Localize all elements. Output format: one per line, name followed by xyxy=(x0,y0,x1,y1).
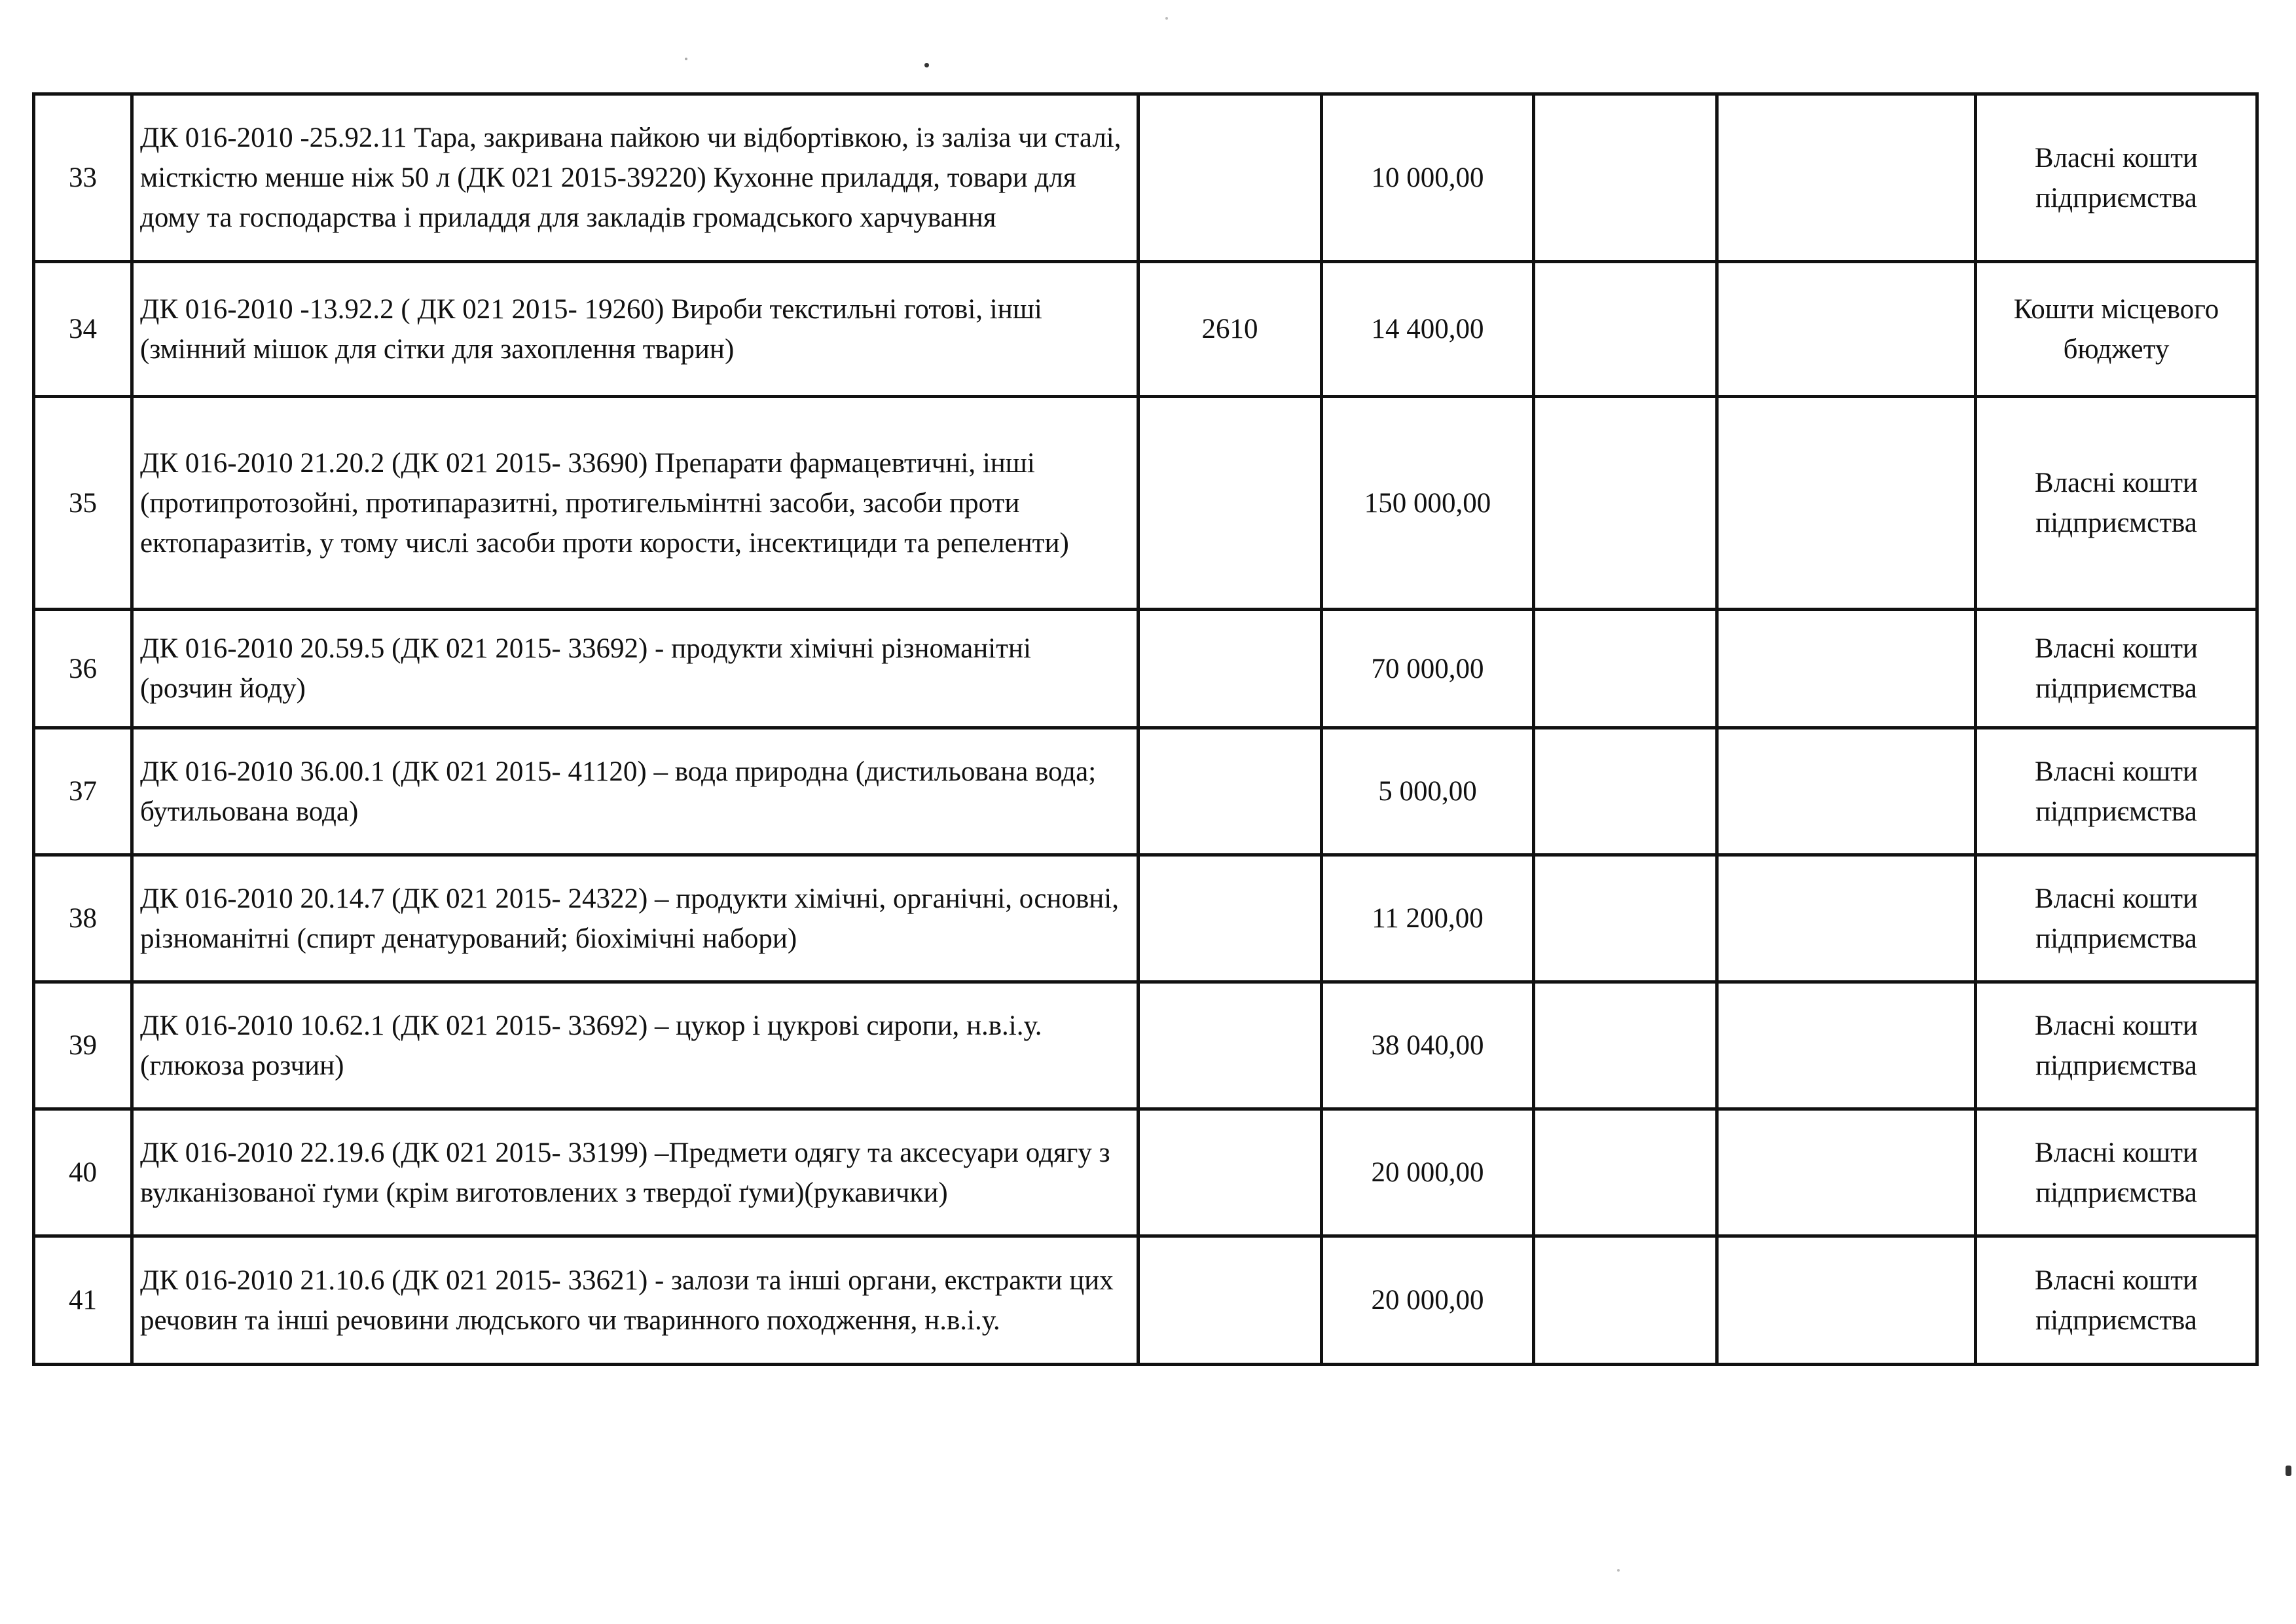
funding-source-cell: Власні кошти підприємства xyxy=(1976,728,2257,855)
empty-cell xyxy=(1717,728,1976,855)
table-row xyxy=(34,728,2257,855)
funding-source-cell: Власні кошти підприємства xyxy=(1976,855,2257,982)
kekv-code-cell xyxy=(1139,982,1322,1109)
row-number-cell: 38 xyxy=(34,855,132,982)
funding-source-cell: Кошти місцевого бюджету xyxy=(1976,262,2257,397)
table-body xyxy=(34,94,2257,1365)
amount-cell: 14 400,00 xyxy=(1322,262,1534,397)
item-description-cell: ДК 016-2010 20.14.7 (ДК 021 2015- 24322) – продукти хімічні, органічні, основні, різноманітні (спирт денатурований; біохімічні набори) xyxy=(132,855,1139,982)
scan-speck xyxy=(1165,17,1168,20)
empty-cell xyxy=(1717,94,1976,262)
empty-cell xyxy=(1534,982,1717,1109)
row-number-cell: 41 xyxy=(34,1236,132,1365)
amount-cell: 11 200,00 xyxy=(1322,855,1534,982)
empty-cell xyxy=(1534,94,1717,262)
empty-cell xyxy=(1534,855,1717,982)
procurement-table xyxy=(32,92,2259,1366)
kekv-code-cell xyxy=(1139,855,1322,982)
table-row xyxy=(34,262,2257,397)
funding-source-cell: Власні кошти підприємства xyxy=(1976,94,2257,262)
row-number-cell: 36 xyxy=(34,610,132,728)
amount-cell: 10 000,00 xyxy=(1322,94,1534,262)
table-row xyxy=(34,1109,2257,1236)
kekv-code-cell xyxy=(1139,1109,1322,1236)
row-number-cell: 39 xyxy=(34,982,132,1109)
kekv-code-cell xyxy=(1139,397,1322,610)
empty-cell xyxy=(1534,1109,1717,1236)
empty-cell xyxy=(1717,1109,1976,1236)
empty-cell xyxy=(1717,855,1976,982)
table-row xyxy=(34,94,2257,262)
scan-speck xyxy=(1617,1569,1620,1572)
kekv-code-cell xyxy=(1139,610,1322,728)
table-row xyxy=(34,1236,2257,1365)
item-description-cell: ДК 016-2010 21.10.6 (ДК 021 2015- 33621) - залози та інші органи, екстракти цих речовин та інші речовини людського чи тваринного походження, н.в.і.у. xyxy=(132,1236,1139,1365)
empty-cell xyxy=(1534,728,1717,855)
item-description-cell: ДК 016-2010 -25.92.11 Тара, закривана пайкою чи відбортівкою, із заліза чи сталі, місткістю менше ніж 50 л (ДК 021 2015-39220) Кухонне приладдя, товари для дому та господарства і приладдя для закладів громадського харчування xyxy=(132,94,1139,262)
amount-cell: 20 000,00 xyxy=(1322,1236,1534,1365)
item-description-cell: ДК 016-2010 10.62.1 (ДК 021 2015- 33692) – цукор і цукрові сиропи, н.в.і.у. (глюкоза розчин) xyxy=(132,982,1139,1109)
empty-cell xyxy=(1534,610,1717,728)
item-description-cell: ДК 016-2010 -13.92.2 ( ДК 021 2015- 19260) Вироби текстильні готові, інші (змінний мішок для сітки для захоплення тварин) xyxy=(132,262,1139,397)
row-number-cell: 37 xyxy=(34,728,132,855)
table-row xyxy=(34,982,2257,1109)
kekv-code-cell: 2610 xyxy=(1139,262,1322,397)
amount-cell: 20 000,00 xyxy=(1322,1109,1534,1236)
table-row xyxy=(34,610,2257,728)
procurement-table-container xyxy=(32,92,2255,1366)
amount-cell: 150 000,00 xyxy=(1322,397,1534,610)
empty-cell xyxy=(1534,262,1717,397)
amount-cell: 70 000,00 xyxy=(1322,610,1534,728)
funding-source-cell: Власні кошти підприємства xyxy=(1976,610,2257,728)
empty-cell xyxy=(1717,610,1976,728)
item-description-cell: ДК 016-2010 20.59.5 (ДК 021 2015- 33692) - продукти хімічні різноманітні (розчин йоду) xyxy=(132,610,1139,728)
empty-cell xyxy=(1717,262,1976,397)
empty-cell xyxy=(1717,397,1976,610)
scan-speck xyxy=(924,63,929,67)
kekv-code-cell xyxy=(1139,94,1322,262)
item-description-cell: ДК 016-2010 21.20.2 (ДК 021 2015- 33690) Препарати фармацевтичні, інші (протипротозойні, протипаразитні, протигельмінтні засоби, засоби проти ектопаразитів, у тому числі засоби проти корости, інсектициди та репеленти) xyxy=(132,397,1139,610)
row-number-cell: 35 xyxy=(34,397,132,610)
row-number-cell: 33 xyxy=(34,94,132,262)
item-description-cell: ДК 016-2010 22.19.6 (ДК 021 2015- 33199) –Предмети одягу та аксесуари одягу з вулканізованої ґуми (крім виготовлених з твердої ґуми)(рукавички) xyxy=(132,1109,1139,1236)
table-row xyxy=(34,397,2257,610)
row-number-cell: 34 xyxy=(34,262,132,397)
funding-source-cell: Власні кошти підприємства xyxy=(1976,1236,2257,1365)
scan-speck xyxy=(685,58,687,60)
kekv-code-cell xyxy=(1139,728,1322,855)
empty-cell xyxy=(1717,982,1976,1109)
table-row xyxy=(34,855,2257,982)
amount-cell: 38 040,00 xyxy=(1322,982,1534,1109)
funding-source-cell: Власні кошти підприємства xyxy=(1976,1109,2257,1236)
funding-source-cell: Власні кошти підприємства xyxy=(1976,397,2257,610)
item-description-cell: ДК 016-2010 36.00.1 (ДК 021 2015- 41120) – вода природна (дистильована вода; бутильована вода) xyxy=(132,728,1139,855)
empty-cell xyxy=(1717,1236,1976,1365)
empty-cell xyxy=(1534,1236,1717,1365)
empty-cell xyxy=(1534,397,1717,610)
amount-cell: 5 000,00 xyxy=(1322,728,1534,855)
kekv-code-cell xyxy=(1139,1236,1322,1365)
scan-speck xyxy=(2286,1466,2291,1476)
funding-source-cell: Власні кошти підприємства xyxy=(1976,982,2257,1109)
row-number-cell: 40 xyxy=(34,1109,132,1236)
